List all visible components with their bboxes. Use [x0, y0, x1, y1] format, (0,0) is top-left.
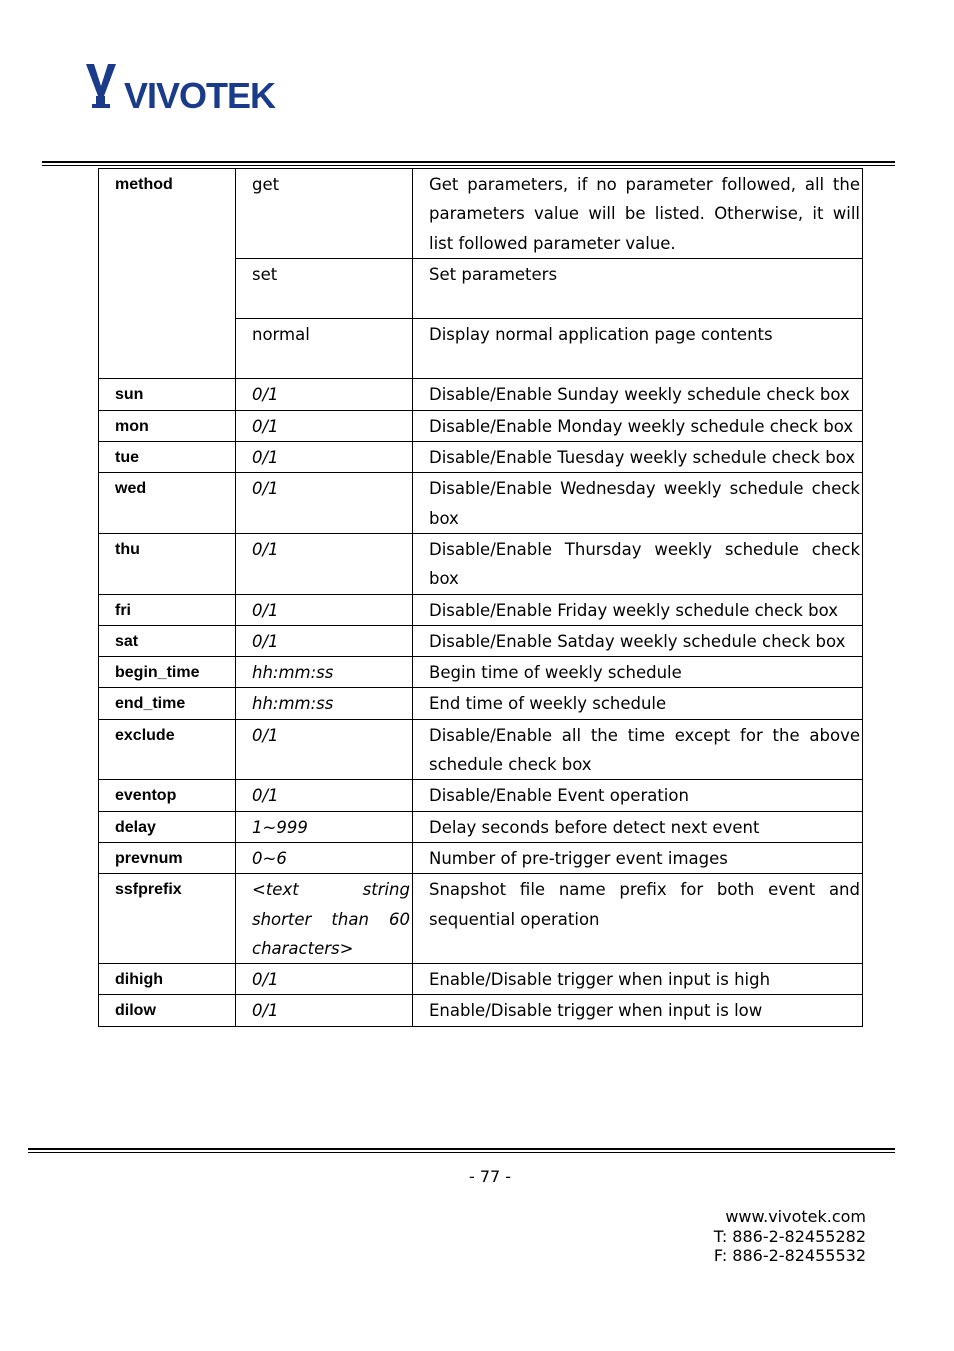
param-value: get	[236, 169, 413, 259]
fax-text: F: 886-2-82455532	[713, 1246, 866, 1266]
table-row	[99, 688, 863, 719]
param-description: Disable/Enable Event operation	[413, 780, 863, 811]
phone-text: T: 886-2-82455282	[713, 1226, 866, 1246]
param-description: Disable/Enable all the time except for the above schedule check box	[413, 719, 863, 780]
param-value: 0/1	[236, 410, 413, 441]
param-value: normal	[236, 319, 413, 379]
param-value: 0/1	[236, 594, 413, 625]
param-description: End time of weekly schedule	[413, 688, 863, 719]
param-name: dihigh	[99, 964, 236, 995]
param-value: 0/1	[236, 533, 413, 594]
table-row	[99, 594, 863, 625]
param-description: Snapshot file name prefix for both event and sequential operation	[413, 874, 863, 964]
param-value: hh:mm:ss	[236, 688, 413, 719]
website-text: www.vivotek.com	[725, 1207, 866, 1226]
param-value: set	[236, 258, 413, 318]
table-row	[99, 379, 863, 410]
param-name: exclude	[99, 719, 236, 780]
param-value: 0/1	[236, 995, 413, 1026]
param-value: 1~999	[236, 811, 413, 842]
table-row	[99, 442, 863, 473]
param-value: 0~6	[236, 842, 413, 873]
param-value: 0/1	[236, 780, 413, 811]
param-value: 0/1	[236, 719, 413, 780]
param-description: Begin time of weekly schedule	[413, 657, 863, 688]
param-description: Number of pre-trigger event images	[413, 842, 863, 873]
footer-rule	[28, 1148, 895, 1153]
param-value: 0/1	[236, 625, 413, 656]
table-row	[99, 719, 863, 780]
table-row	[99, 473, 863, 534]
param-description: Disable/Enable Wednesday weekly schedule check box	[413, 473, 863, 534]
param-name: mon	[99, 410, 236, 441]
param-description: Disable/Enable Tuesday weekly schedule check box	[413, 442, 863, 473]
param-name: method	[99, 169, 236, 379]
table-row	[99, 410, 863, 441]
svg-text:VIVOTEK: VIVOTEK	[124, 75, 276, 116]
param-value: <text string shorter than 60 characters>	[236, 874, 413, 964]
vivotek-logo	[84, 60, 294, 116]
table-row	[99, 780, 863, 811]
param-name: wed	[99, 473, 236, 534]
table-row	[99, 811, 863, 842]
param-value: hh:mm:ss	[236, 657, 413, 688]
parameter-table	[98, 168, 863, 1027]
param-value: 0/1	[236, 442, 413, 473]
param-name: tue	[99, 442, 236, 473]
table-row	[99, 874, 863, 964]
param-description: Disable/Enable Monday weekly schedule check box	[413, 410, 863, 441]
param-description: Enable/Disable trigger when input is high	[413, 964, 863, 995]
param-value: 0/1	[236, 473, 413, 534]
table-row	[99, 995, 863, 1026]
param-name: fri	[99, 594, 236, 625]
table-row	[99, 657, 863, 688]
param-description: Disable/Enable Satday weekly schedule check box	[413, 625, 863, 656]
param-name: begin_time	[99, 657, 236, 688]
param-name: end_time	[99, 688, 236, 719]
param-name: eventop	[99, 780, 236, 811]
table-row	[99, 625, 863, 656]
param-description: Display normal application page contents	[413, 319, 863, 379]
param-name: dilow	[99, 995, 236, 1026]
param-description: Disable/Enable Friday weekly schedule check box	[413, 594, 863, 625]
param-name: prevnum	[99, 842, 236, 873]
param-description: Get parameters, if no parameter followed, all the parameters value will be listed. Otherwise, it will list followed parameter value.	[413, 169, 863, 259]
contact-info	[714, 1207, 866, 1266]
table-row	[99, 169, 863, 259]
header-rule	[42, 161, 895, 166]
param-name: ssfprefix	[99, 874, 236, 964]
param-name: delay	[99, 811, 236, 842]
param-name: sat	[99, 625, 236, 656]
table-row	[99, 533, 863, 594]
param-name: sun	[99, 379, 236, 410]
param-description: Enable/Disable trigger when input is low	[413, 995, 863, 1026]
param-description: Disable/Enable Thursday weekly schedule check box	[413, 533, 863, 594]
param-description: Delay seconds before detect next event	[413, 811, 863, 842]
table-row	[99, 842, 863, 873]
table-row	[99, 964, 863, 995]
param-value: 0/1	[236, 964, 413, 995]
param-name: thu	[99, 533, 236, 594]
param-description: Disable/Enable Sunday weekly schedule check box	[413, 379, 863, 410]
param-value: 0/1	[236, 379, 413, 410]
param-description: Set parameters	[413, 258, 863, 318]
page-number: - 77 -	[468, 1167, 512, 1186]
